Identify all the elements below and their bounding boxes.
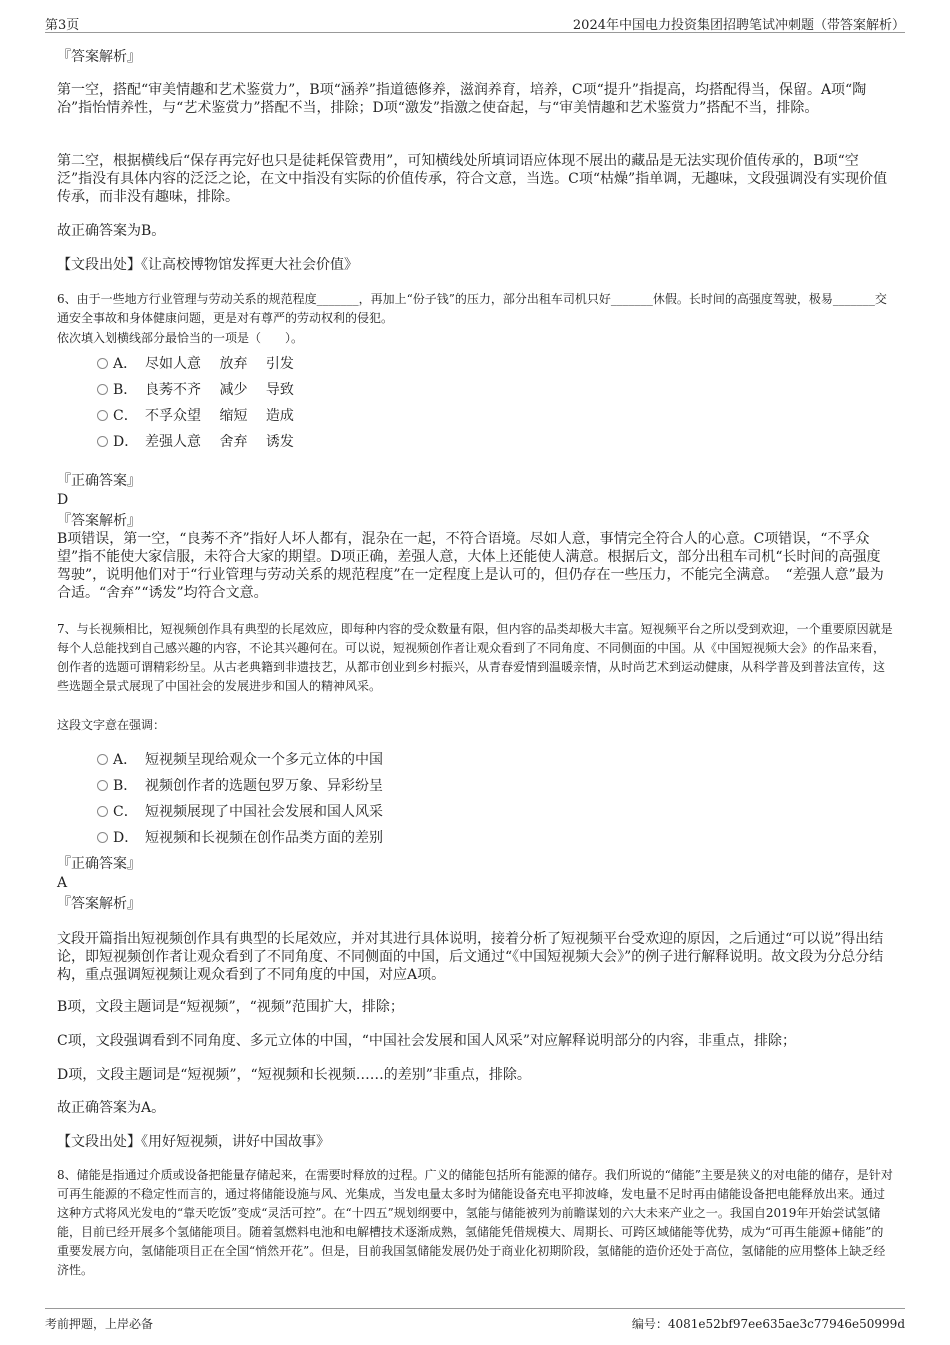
q8-stem: 8、储能是指通过介质或设备把能量存储起来，在需要时释放的过程。广义的储能包括所有能源的储存。我们所说的“储能”主要是狭义的对电能的储存，是针对可再生能源的不稳定性而言的，通过将储能设施与风、光集成，当发电量太多时为储能设备充电平抑波峰，发电量不足时再由储能设备把电能释放出来。通过这种方式将风光发电的“靠天吃饭”变成“灵活可控”。在“十四五”规划纲要中，氢能与储能被列为前瞻谋划的六大未来产业之一。我国自2019年开始尝试氢储能，目前已经开展多个氢储能项目。随着氢燃料电池和电解槽技术逐渐成熟，氢储能凭借规模大、周期长、可跨区域储能等优势，成为“可再生能源+储能”的重要发展方向，氢储能项目正在全国“悄然开花”。但是，目前我国氢储能发展仍处于商业化初期阶段，氢储能的造价还处于高位，氢储能的应用整体上缺乏经济性。 [57, 1168, 893, 1277]
q7-source: 【文段出处】《用好短视频，讲好中国故事》 [57, 1134, 330, 1150]
q5-analysis-label: 『答案解析』 [57, 49, 141, 65]
q7-analysis-para-1: 文段开篇指出短视频创作具有典型的长尾效应，并对其进行具体说明，接着分析了短视频平台受欢迎的原因，之后通过“可以说”得出结论，即短视频创作者让观众看到了不同角度、不同侧面的中国，后文通过“《中国短视频大会》”的例子进行解释说明。故文段为分总分结构，重点强调短视频让观众看到了不同角度的中国，对应A项。 [57, 931, 884, 983]
q6-correct-answer: D [57, 492, 69, 508]
radio-button[interactable] [97, 780, 108, 791]
q6-analysis-label: 『答案解析』 [57, 513, 141, 529]
q7-options [97, 748, 697, 852]
q7-option-d[interactable]: D． 短视频和长视频在创作品类方面的差别 [97, 826, 697, 852]
radio-button[interactable] [97, 436, 108, 447]
q7-stem: 7、与长视频相比，短视频创作具有典型的长尾效应，即每种内容的受众数量有限，但内容的品类却极大丰富。短视频平台之所以受到欢迎，一个重要原因就是每个人总能找到自己感兴趣的内容，不论其兴趣何在。可以说，短视频创作者让观众看到了不同角度、不同侧面的中国。从《中国短视频大会》的作品来看，创作者的选题可谓精彩纷呈。从古老典籍到非遗技艺，从都市创业到乡村振兴，从青春爱情到温暖亲情，从时尚艺术到运动健康，从科学普及到普法宣传，这些选题全景式展现了中国社会的发展进步和国人的精神风采。 [57, 622, 893, 693]
q5-analysis-para-1: 第一空，搭配“审美情趣和艺术鉴赏力”，B项“涵养”指道德修养，滋润养育，培养，C项“提升”指提高，均搭配得当，保留。A项“陶冶”指怡情养性，与“艺术鉴赏力”搭配不当，排除；D项“激发”指激之使奋起，与“审美情趣和艺术鉴赏力”搭配不当，排除。 [57, 82, 867, 116]
q7-correct-answer: A [57, 875, 68, 891]
q5-source: 【文段出处】《让高校博物馆发挥更大社会价值》 [57, 257, 358, 273]
q5-conclusion: 故正确答案为B。 [57, 223, 166, 239]
q7-correct-label: 『正确答案』 [57, 856, 141, 872]
radio-button[interactable] [97, 410, 108, 421]
q7-analysis-para-3: C项，文段强调看到不同角度、多元立体的中国，“中国社会发展和国人风采”对应解释说明部分的内容，非重点，排除； [57, 1033, 797, 1049]
page-header [45, 10, 905, 33]
radio-button[interactable] [97, 358, 108, 369]
q6-analysis: B项错误，第一空，“良莠不齐”指好人坏人都有，混杂在一起，不符合语境。尽如人意，事情完全符合人的心意。C项错误，“不孚众望”指不能使大家信服，未符合大家的期望。D项正确，差强人意，大体上还能使人满意。根据后文，部分出租车司机“长时间的高强度驾驶”，说明他们对于“行业管理与劳动关系的规范程度”在一定程度上是认可的，但仍存在一些压力，不能完全满意。 “差强人意”最为合适。“舍弃”“诱发”均符合文意。 [57, 531, 884, 601]
radio-button[interactable] [97, 384, 108, 395]
q6-option-c[interactable]: C． 不孚众望 缩短 造成 [97, 404, 697, 430]
q6-correct-label: 『正确答案』 [57, 473, 141, 489]
q6-option-b[interactable]: B． 良莠不齐 减少 导致 [97, 378, 697, 404]
q7-analysis-para-2: B项，文段主题词是“短视频”，“视频”范围扩大，排除； [57, 999, 404, 1015]
document-title: 2024年中国电力投资集团招聘笔试冲刺题（带答案解析） [572, 18, 905, 33]
page-number: 第3页 [45, 18, 80, 33]
footer-slogan: 考前押题，上岸必备 [45, 1317, 154, 1331]
radio-button[interactable] [97, 754, 108, 765]
q6-options [97, 352, 697, 456]
document-id: 编号：4081e52bf97ee635ae3c77946e50999d [631, 1317, 905, 1331]
q7-conclusion: 故正确答案为A。 [57, 1100, 166, 1116]
q6-prompt: 依次填入划横线部分最恰当的一项是（ ）。 [57, 331, 304, 345]
radio-button[interactable] [97, 832, 108, 843]
q7-option-a[interactable]: A． 短视频呈现给观众一个多元立体的中国 [97, 748, 697, 774]
q7-prompt: 这段文字意在强调： [57, 718, 166, 732]
q7-option-b[interactable]: B． 视频创作者的选题包罗万象、异彩纷呈 [97, 774, 697, 800]
q7-analysis-label: 『答案解析』 [57, 896, 141, 912]
q6-option-a[interactable]: A． 尽如人意 放弃 引发 [97, 352, 697, 378]
page-footer [45, 1308, 905, 1339]
q6-stem: 6、由于一些地方行业管理与劳动关系的规范程度_______，再加上“份子钱”的压力，部分出租车司机只好_______休假。长时间的高强度驾驶，极易_______交通安全事故和身体健康问题，更是对有尊严的劳动权利的侵犯。 [57, 292, 887, 325]
q5-analysis-para-2: 第二空，根据横线后“保存再完好也只是徒耗保管费用”，可知横线处所填词语应体现不展出的藏品是无法实现价值传承的，B项“空泛”指没有具体内容的泛泛之论，在文中指没有实际的价值传承，符合文意，当选。C项“枯燥”指单调，无趣味，文段强调没有实现价值传承，而非没有趣味，排除。 [57, 153, 888, 205]
q7-analysis-para-4: D项，文段主题词是“短视频”，“短视频和长视频……的差别”非重点，排除。 [57, 1067, 531, 1083]
radio-button[interactable] [97, 806, 108, 817]
q6-option-d[interactable]: D． 差强人意 舍弃 诱发 [97, 430, 697, 456]
q7-option-c[interactable]: C． 短视频展现了中国社会发展和国人风采 [97, 800, 697, 826]
